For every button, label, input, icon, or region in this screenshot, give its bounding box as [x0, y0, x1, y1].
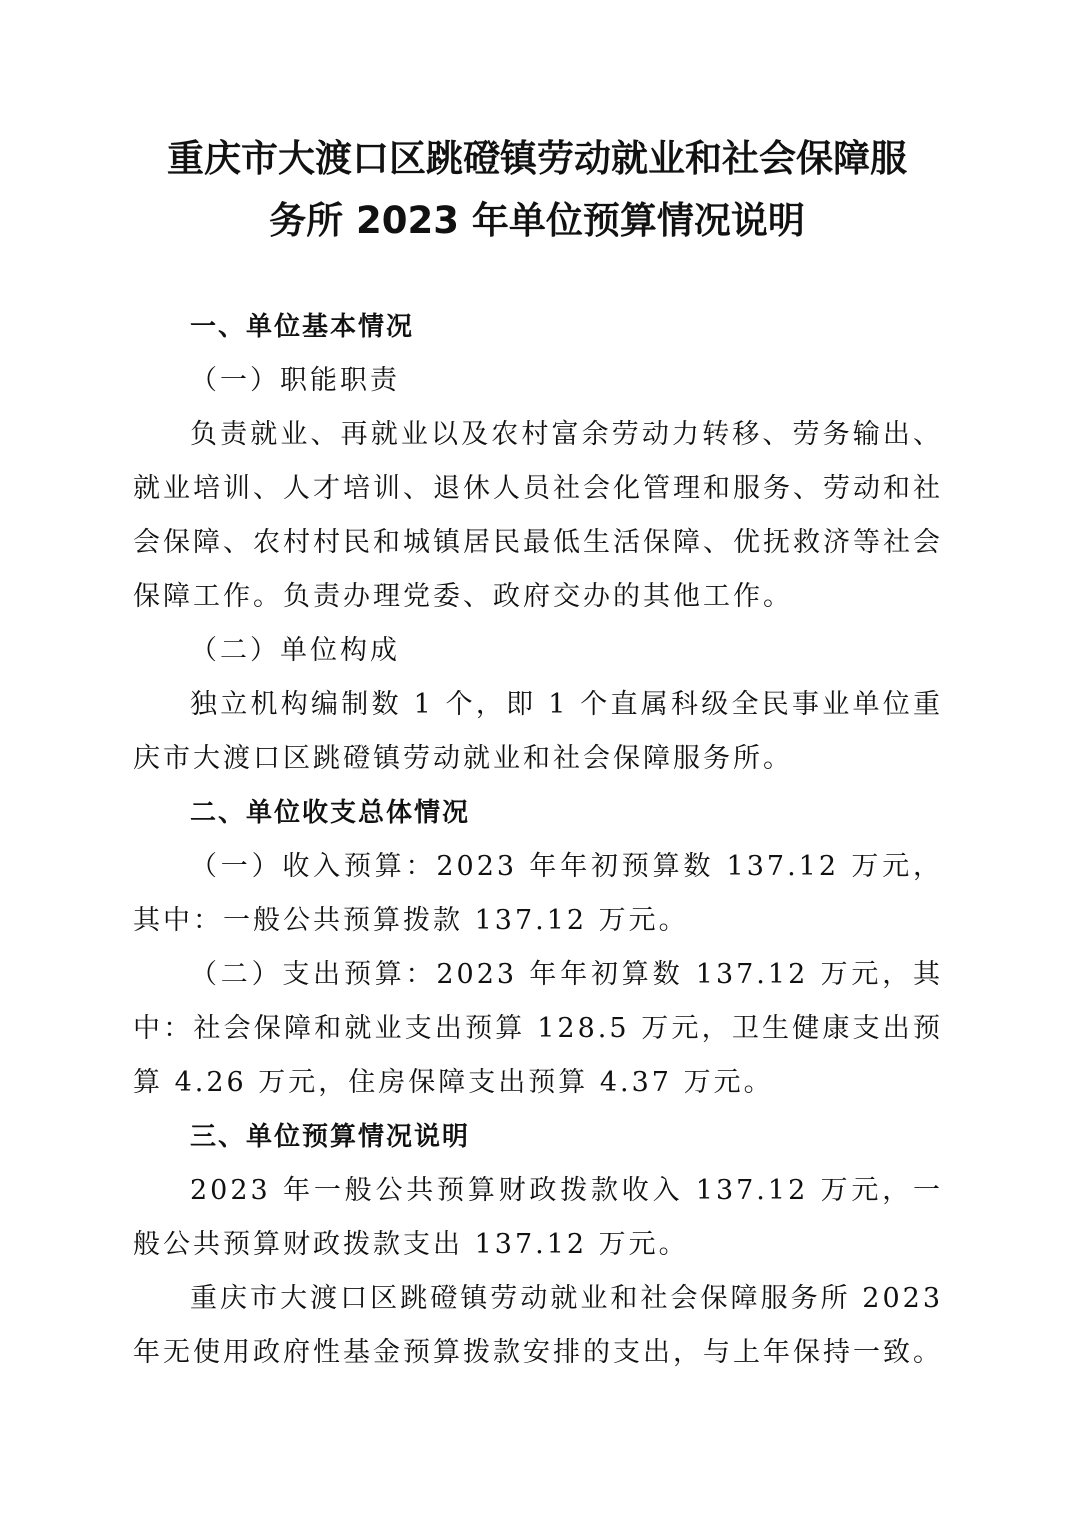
section-heading-3: 三、单位预算情况说明: [190, 1122, 471, 1152]
document-body: [133, 300, 943, 1380]
paragraph-general-budget: 2023 年一般公共预算财政拨款收入 137.12 万元，一般公共预算财政拨款支出 137.12 万元。: [133, 1175, 943, 1260]
section-heading-1: 一、单位基本情况: [190, 312, 415, 342]
paragraph-expenditure-budget: （二）支出预算：2023 年年初算数 137.12 万元，其中：社会保障和就业支出预算 128.5 万元，卫生健康支出预算 4.26 万元，住房保障支出预算 4.37 万元。: [133, 959, 943, 1098]
document-title: [100, 128, 974, 252]
paragraph-fund-budget: 重庆市大渡口区跳磴镇劳动就业和社会保障服务所 2023 年无使用政府性基金预算拨款安排的支出，与上年保持一致。: [133, 1283, 943, 1368]
paragraph-income-budget: （一）收入预算：2023 年年初预算数 137.12 万元，其中：一般公共预算拨款 137.12 万元。: [133, 851, 943, 936]
paragraph-composition: 独立机构编制数 1 个，即 1 个直属科级全民事业单位重庆市大渡口区跳磴镇劳动就业和社会保障服务所。: [133, 689, 943, 774]
paragraph-functions: 负责就业、再就业以及农村富余劳动力转移、劳务输出、就业培训、人才培训、退休人员社会化管理和服务、劳动和社会保障、农村村民和城镇居民最低生活保障、优抚救济等社会保障工作。负责办理党委、政府交办的其他工作。: [133, 419, 943, 612]
subsection-heading-composition: （二）单位构成: [190, 635, 400, 666]
title-line-2: 务所 2023 年单位预算情况说明: [269, 199, 805, 242]
title-line-1: 重庆市大渡口区跳磴镇劳动就业和社会保障服: [167, 137, 907, 180]
section-heading-2: 二、单位收支总体情况: [190, 798, 471, 828]
subsection-heading-functions: （一）职能职责: [190, 365, 400, 396]
